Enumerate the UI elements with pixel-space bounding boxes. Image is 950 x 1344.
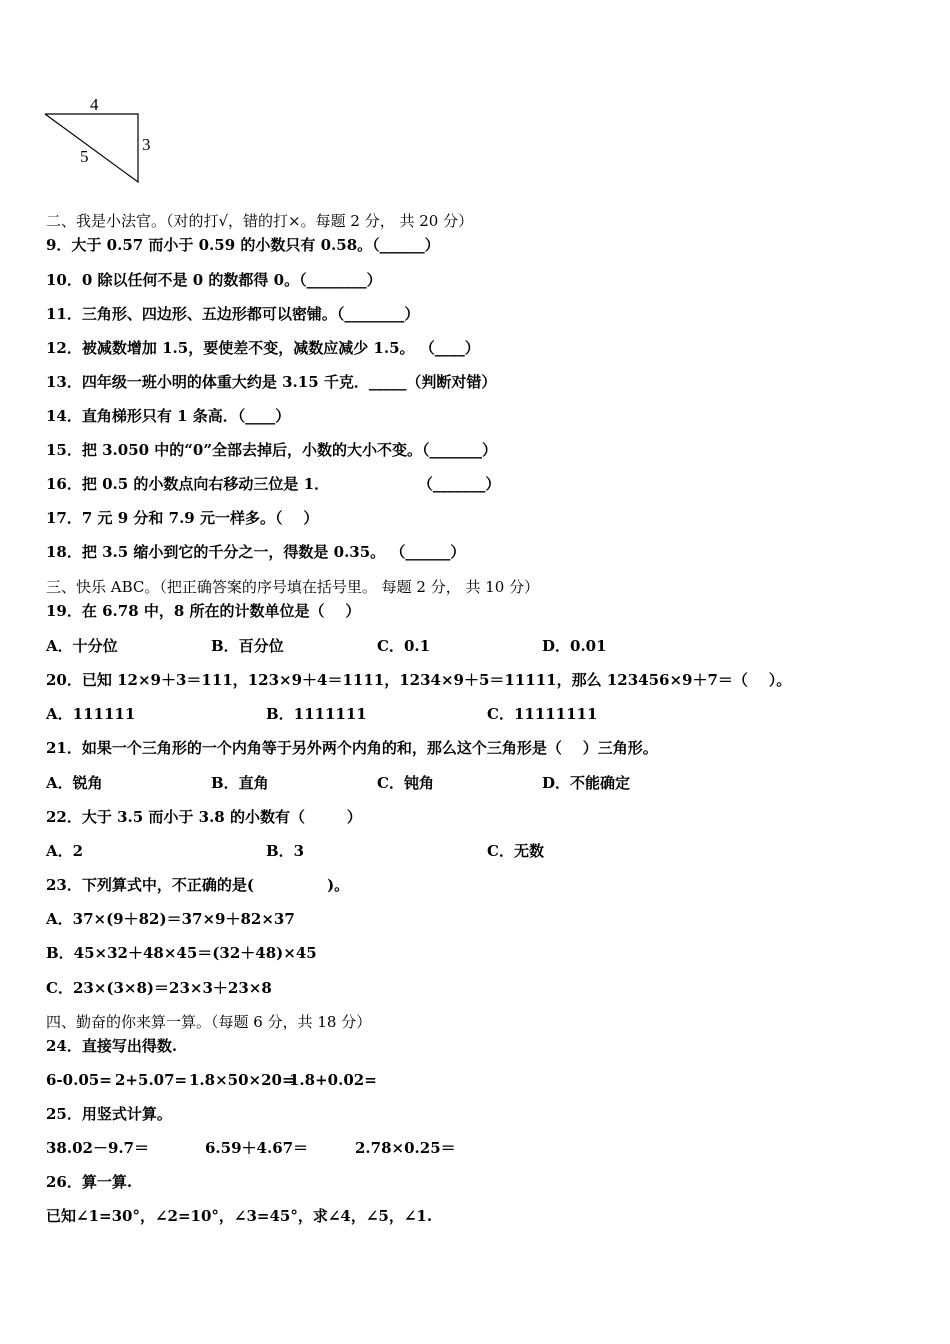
q24-item-1: 6-0.05=: [46, 1071, 112, 1089]
question-10: 10．0 除以任何不是 0 的数都得 0。（________）: [46, 271, 382, 289]
section-2-header: 二、我是小法官。（对的打√，错的打×。每题 2 分， 共 20 分）: [46, 212, 474, 230]
q23-option-b: B．45×32＋48×45＝(32＋48)×45: [46, 944, 317, 962]
triangle-figure: [40, 92, 170, 192]
question-26-text: 已知∠1=30°，∠2=10°，∠3=45°，求∠4，∠5，∠1.: [46, 1207, 433, 1225]
question-24: 24．直接写出得数.: [46, 1037, 178, 1055]
question-12: 12．被减数增加 1.5，要使差不变，减数应减少 1.5。 （____）: [46, 339, 480, 357]
question-21: 21．如果一个三角形的一个内角等于另外两个内角的和，那么这个三角形是（ ）三角形。: [46, 739, 658, 757]
q23-option-a: A．37×(9＋82)＝37×9＋82×37: [46, 910, 295, 928]
question-14: 14．直角梯形只有 1 条高．（____）: [46, 407, 291, 425]
q21-option-b: B．直角: [211, 774, 269, 792]
q21-option-a: A．锐角: [46, 774, 103, 792]
triangle-label-right: 3: [142, 135, 151, 154]
question-20: 20．已知 12×9＋3＝111，123×9＋4＝1111，1234×9＋5＝11111，那么 123456×9＋7＝（ ）。: [46, 671, 792, 689]
q22-option-a: A．2: [46, 842, 84, 860]
question-22: 22．大于 3.5 而小于 3.8 的小数有（ ）: [46, 808, 362, 826]
q19-option-c: C．0.1: [377, 637, 431, 655]
q25-item-1: 38.02－9.7＝: [46, 1139, 150, 1157]
q20-option-c: C．11111111: [487, 705, 598, 723]
q22-option-c: C．无数: [487, 842, 544, 860]
question-26: 26．算一算.: [46, 1173, 133, 1191]
q24-item-4: 1.8+0.02=: [289, 1071, 377, 1089]
q25-item-2: 6.59＋4.67＝: [205, 1139, 309, 1157]
q21-option-c: C．钝角: [377, 774, 434, 792]
triangle-label-hyp: 5: [80, 147, 89, 166]
q22-option-b: B．3: [266, 842, 305, 860]
q20-option-a: A．111111: [46, 705, 136, 723]
triangle-shape: [45, 114, 138, 182]
q20-option-b: B．1111111: [266, 705, 367, 723]
section-3-header: 三、快乐 ABC。（把正确答案的序号填在括号里。 每题 2 分， 共 10 分）: [46, 578, 540, 596]
q19-option-b: B．百分位: [211, 637, 284, 655]
question-23: 23．下列算式中，不正确的是( )。: [46, 876, 350, 894]
q24-item-3: 1.8×50×20=: [189, 1071, 295, 1089]
question-18: 18．把 3.5 缩小到它的千分之一，得数是 0.35。 （______）: [46, 543, 466, 561]
question-16: 16．把 0.5 的小数点向右移动三位是 1． （_______）: [46, 475, 501, 493]
question-25: 25．用竖式计算。: [46, 1105, 172, 1123]
q19-option-a: A．十分位: [46, 637, 118, 655]
q19-option-d: D．0.01: [542, 637, 607, 655]
question-13: 13．四年级一班小明的体重大约是 3.15 千克．_____（判断对错）: [46, 373, 497, 391]
q25-item-3: 2.78×0.25＝: [355, 1139, 456, 1157]
question-15: 15．把 3.050 中的“0”全部去掉后，小数的大小不变。（_______）: [46, 441, 497, 459]
q21-option-d: D．不能确定: [542, 774, 631, 792]
question-11: 11．三角形、四边形、五边形都可以密铺。（________）: [46, 305, 420, 323]
question-17: 17．7 元 9 分和 7.9 元一样多。（ ）: [46, 509, 319, 527]
q24-item-2: 2+5.07=: [115, 1071, 188, 1089]
triangle-label-top: 4: [90, 95, 99, 114]
question-19: 19．在 6.78 中，8 所在的计数单位是（ ）: [46, 602, 361, 620]
section-4-header: 四、勤奋的你来算一算。（每题 6 分，共 18 分）: [46, 1013, 372, 1031]
q23-option-c: C．23×(3×8)＝23×3＋23×8: [46, 979, 272, 997]
question-9: 9．大于 0.57 而小于 0.59 的小数只有 0.58。（______）: [46, 236, 440, 254]
